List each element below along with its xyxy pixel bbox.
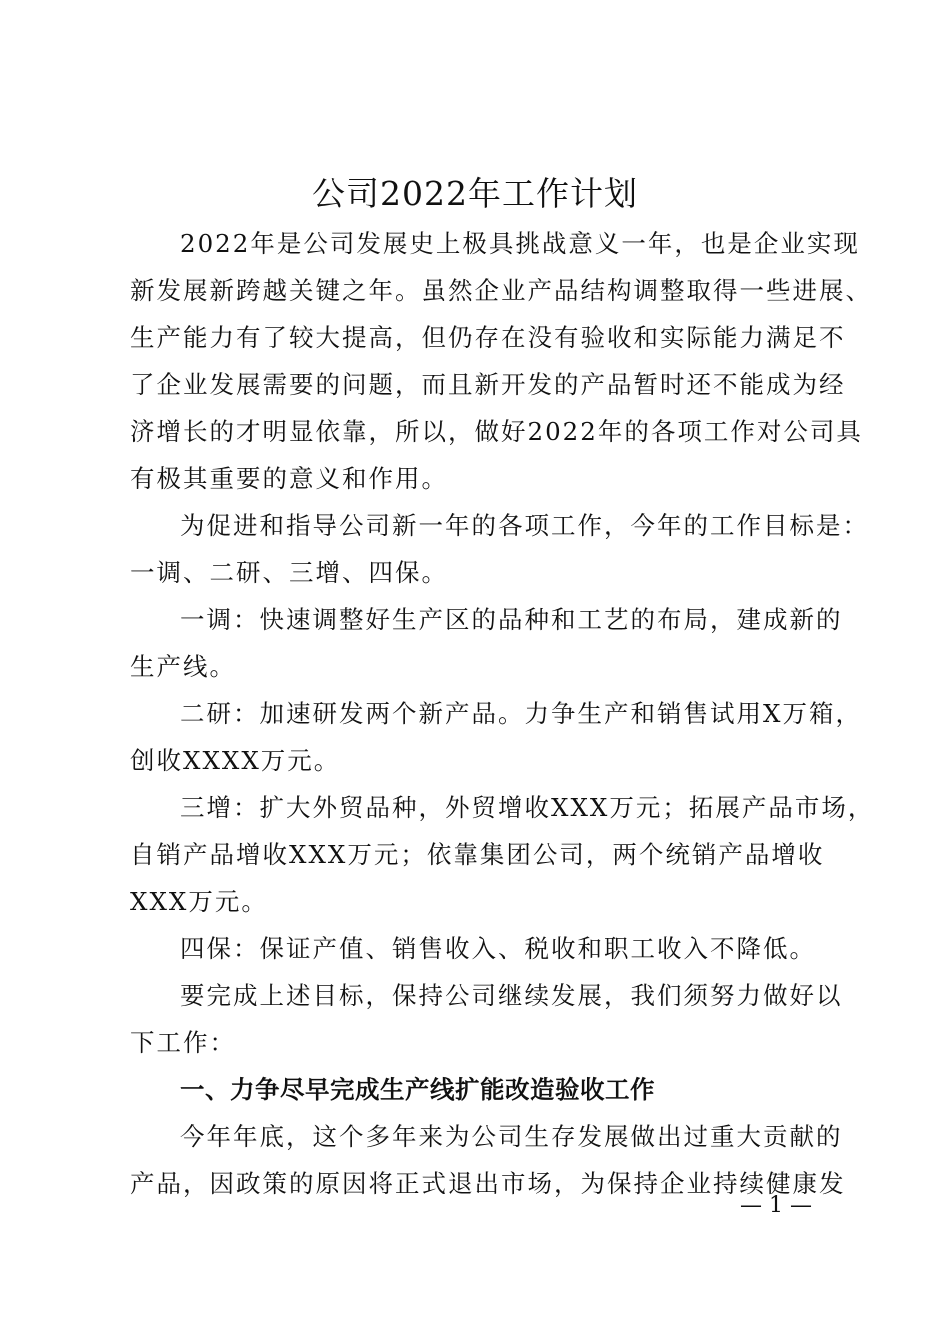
paragraph-line: 生产线。 [130, 652, 236, 681]
page-number: — 1 — [740, 1193, 812, 1218]
paragraph-line: 济增长的才明显依靠，所以，做好2022年的各项工作对公司具 [130, 417, 863, 446]
document-body [130, 220, 875, 1207]
paragraph-line: 生产能力有了较大提高，但仍存在没有验收和实际能力满足不 [130, 323, 846, 352]
paragraph-line: 为促进和指导公司新一年的各项工作，今年的工作目标是： [180, 511, 869, 540]
paragraph-line: 今年年底，这个多年来为公司生存发展做出过重大贡献的 [180, 1122, 843, 1151]
section-heading: 一、力争尽早完成生产线扩能改造验收工作 [180, 1075, 655, 1104]
paragraph-line: 下工作： [130, 1028, 236, 1057]
paragraph-line: 创收XXXX万元。 [130, 746, 341, 775]
paragraph-line: 产品，因政策的原因将正式退出市场，为保持企业持续健康发 [130, 1169, 846, 1198]
document-title: 公司2022年工作计划 [312, 174, 638, 213]
paragraph-line: 一调、二研、三增、四保。 [130, 558, 448, 587]
paragraph-line: 三增：扩大外贸品种，外贸增收XXX万元；拓展产品市场， [180, 793, 875, 822]
paragraph-line: 自销产品增收XXX万元；依靠集团公司，两个统销产品增收 [130, 840, 825, 869]
paragraph-line: XXX万元。 [130, 887, 268, 916]
paragraph-line: 一调：快速调整好生产区的品种和工艺的布局，建成新的 [180, 605, 843, 634]
paragraph-line: 新发展新跨越关键之年。虽然企业产品结构调整取得一些进展、 [130, 276, 872, 305]
paragraph-line: 有极其重要的意义和作用。 [130, 464, 448, 493]
paragraph-line: 了企业发展需要的问题，而且新开发的产品暂时还不能成为经 [130, 370, 846, 399]
paragraph-line: 2022年是公司发展史上极具挑战意义一年，也是企业实现 [180, 229, 860, 258]
paragraph-line: 四保：保证产值、销售收入、税收和职工收入不降低。 [180, 934, 816, 963]
paragraph-line: 二研：加速研发两个新产品。力争生产和销售试用X万箱， [180, 699, 862, 728]
paragraph-line: 要完成上述目标，保持公司继续发展，我们须努力做好以 [180, 981, 843, 1010]
